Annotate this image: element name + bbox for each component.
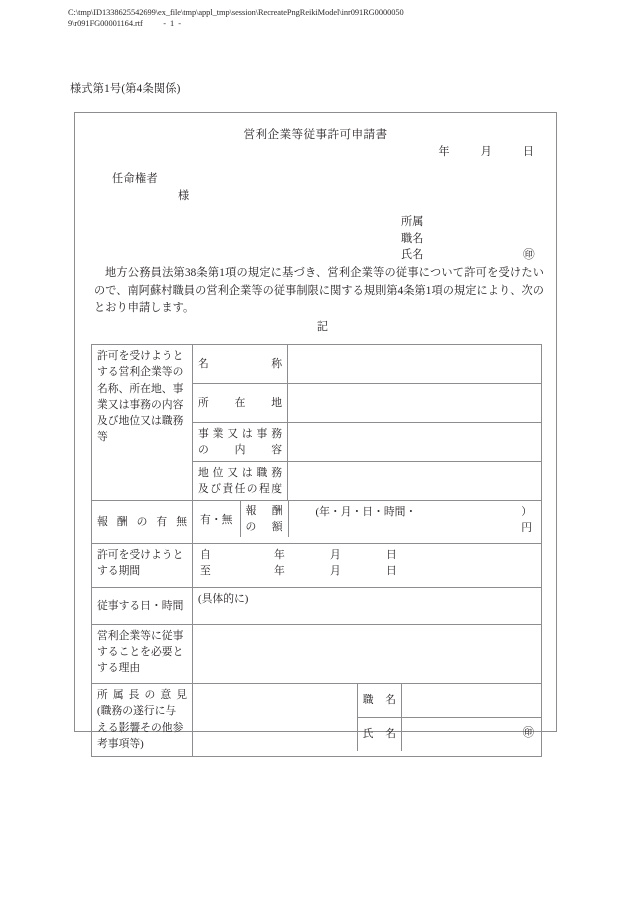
body-paragraph: 地方公務員法第38条第1項の規定に基づき、営利企業等の従事について許可を受けたいので、南阿蘇村職員の営利企業等の従事制限に関する規則第4条第1項の規定により、次のとおり申請します。 [94, 267, 544, 315]
name-value-cell[interactable] [288, 345, 542, 384]
applicant-block [401, 214, 535, 264]
reason-label-cell [92, 625, 193, 684]
addressee-label: 任命権者 [112, 173, 158, 185]
printer-path-line-2: 9\r091FG00001164.rtf - 1 - [68, 19, 181, 29]
page-title: 営利企業等従事許可申請書 [243, 128, 388, 141]
table-row [92, 345, 542, 384]
position-responsibility-value-cell[interactable] [288, 462, 542, 501]
date-line [438, 143, 534, 159]
date-day-label: 日 [522, 146, 534, 158]
reward-detail-cell [193, 501, 542, 544]
business-content-sublabel-line-2: の 内 容 [198, 444, 282, 457]
form-frame [74, 112, 557, 750]
reward-amount-label-line-1: 報 酬 [245, 504, 283, 517]
reward-label-cell [92, 501, 193, 544]
table-row [92, 501, 542, 544]
position-responsibility-sublabel-line-2: 及び責任の程度 [198, 483, 282, 496]
work-datetime-label: 従事する日・時間 [97, 599, 184, 612]
opinion-text-value [193, 684, 357, 690]
period-label-line-1: 許可を受けようと [97, 549, 184, 561]
opinion-label-line-1: 所属長の意見 [97, 689, 187, 701]
period-from-month: 月 [330, 549, 341, 561]
position-responsibility-sublabel-line-1: 地位又は職務 [198, 467, 282, 479]
address-value [288, 384, 541, 422]
applicant-name-label: 氏名 [401, 249, 424, 261]
reward-paren-close: ） [521, 506, 532, 518]
group1-label: 許可を受けようとする営利企業等の名称、所在地、事業又は事務の内容及び地位又は職務等 [97, 350, 184, 444]
opinion-label-line-2: (職務の遂行に与 [97, 705, 177, 718]
date-year-label: 年 [438, 146, 450, 158]
opinion-text-cell[interactable] [193, 684, 357, 751]
reward-unit-note: (年・月・日・時間・ [315, 506, 417, 518]
period-from-day: 日 [386, 549, 397, 561]
seal-icon: ㊞ [522, 727, 534, 739]
opinion-position-value [402, 684, 541, 690]
work-datetime-label-cell [92, 588, 193, 625]
seal-icon: ㊞ [523, 248, 535, 261]
opinion-position-value-cell[interactable] [402, 684, 541, 718]
business-content-value-cell[interactable] [288, 423, 542, 462]
applicant-position-label: 職名 [401, 232, 424, 245]
applicant-affiliation-row [401, 214, 423, 231]
reward-yes-no-label: 有・無 [200, 513, 233, 526]
opinion-name-value [402, 718, 541, 724]
reason-label-line-3: する理由 [97, 662, 141, 675]
work-datetime-hint: (具体的に) [198, 593, 249, 605]
reason-label-line-1: 営利企業等に従事 [97, 630, 184, 642]
reason-label-line-2: することを必要と [97, 646, 184, 659]
reward-yes-no-cell[interactable] [193, 501, 240, 537]
period-to-month: 月 [330, 565, 341, 577]
table-row [92, 684, 542, 757]
opinion-name-value-cell[interactable] [402, 718, 541, 752]
opinion-detail-cell [193, 684, 542, 757]
address-sublabel-cell [193, 384, 288, 423]
name-sublabel: 名 称 [198, 357, 282, 370]
opinion-name-label: 氏 名 [362, 728, 397, 741]
reward-yen-label: 円 [521, 522, 532, 534]
period-from-mark: 自 [200, 549, 211, 561]
reward-amount-label-cell [240, 501, 288, 537]
period-from-year: 年 [274, 549, 285, 561]
position-responsibility-value [288, 462, 541, 500]
period-to-year: 年 [274, 565, 285, 577]
position-responsibility-sublabel-cell [193, 462, 288, 501]
printer-path-header [68, 7, 568, 30]
address-value-cell[interactable] [288, 384, 542, 423]
reason-value [193, 625, 541, 683]
reward-amount-label-line-2: の 額 [245, 521, 283, 533]
printer-path-line-1: C:\tmp\ID1338625542699\ex_file\tmp\appl_tmp\session\RecreatePngReikiModel\inr091RG0000050 [68, 8, 404, 17]
group1-label-cell [92, 345, 193, 501]
work-datetime-value-cell[interactable] [193, 588, 542, 625]
opinion-name-label-cell [357, 718, 401, 752]
opinion-position-label: 職 名 [362, 694, 397, 707]
period-to-day: 日 [386, 565, 397, 577]
form-number: 様式第1号(第4条関係) [70, 83, 181, 95]
address-sublabel: 所 在 地 [198, 396, 282, 409]
period-label-cell [92, 544, 193, 588]
business-content-value [288, 423, 541, 461]
table-row [92, 588, 542, 625]
opinion-position-label-cell [357, 684, 401, 718]
reason-value-cell[interactable] [193, 625, 542, 684]
period-to-row [200, 563, 397, 578]
applicant-position-row [401, 231, 423, 248]
applicant-affiliation-label: 所属 [401, 216, 424, 228]
period-value-cell[interactable] [193, 544, 542, 588]
application-table [91, 344, 542, 757]
period-from-row [200, 547, 397, 562]
name-value [288, 345, 541, 383]
reward-amount-value-cell[interactable] [288, 501, 541, 537]
table-row [92, 625, 542, 684]
name-sublabel-cell [193, 345, 288, 384]
opinion-label-line-4: 考事項等) [97, 737, 144, 750]
business-content-sublabel-cell [193, 423, 288, 462]
opinion-label-line-3: える影響その他参 [97, 721, 184, 734]
period-to-mark: 至 [200, 565, 211, 577]
date-month-label: 月 [480, 146, 492, 158]
opinion-label-cell [92, 684, 193, 757]
table-row [92, 544, 542, 588]
ki-mark: 記 [316, 321, 329, 333]
addressee-honorific: 様 [178, 190, 190, 202]
business-content-sublabel-line-1: 事業又は事務 [198, 428, 282, 440]
applicant-name-row [401, 247, 535, 264]
reward-label: 報酬の有無 [97, 515, 187, 528]
period-label-line-2: する期間 [97, 565, 141, 578]
